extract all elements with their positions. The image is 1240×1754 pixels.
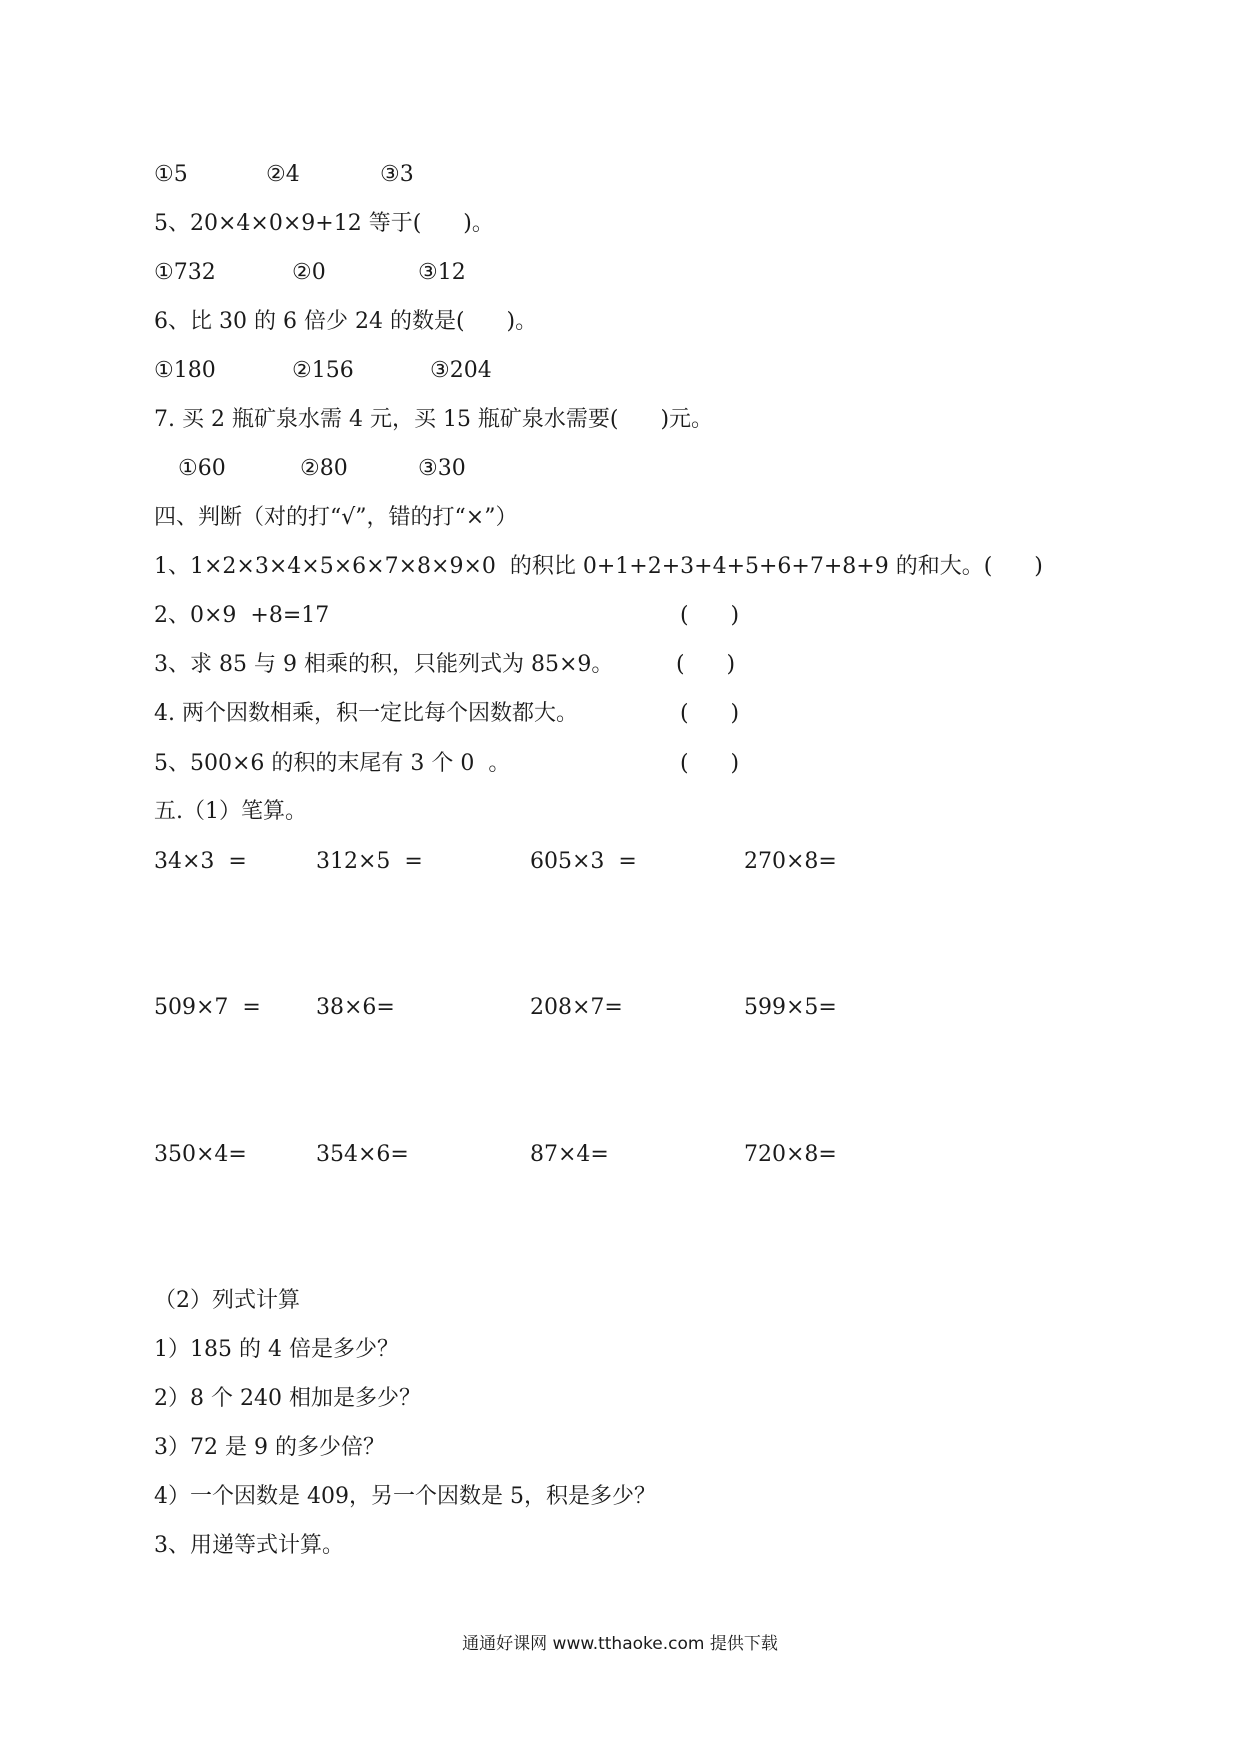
word-question-2: 2）8 个 240 相加是多少？ <box>154 1386 421 1411</box>
calc-item: 34×3 = <box>154 849 247 874</box>
judgement-5: 5、500×6 的积的末尾有 3 个 0 。 <box>154 751 511 776</box>
q4-option-1: ①5 <box>154 162 188 187</box>
calc-item: 38×6= <box>316 995 395 1020</box>
q5-option-3: ③12 <box>418 260 466 285</box>
q6-option-1: ①180 <box>154 358 216 383</box>
calc-item: 312×5 = <box>316 849 423 874</box>
judgement-5-answer-bracket: ( ) <box>680 751 740 776</box>
judgement-3: 3、求 85 与 9 相乘的积，只能列式为 85×9。 <box>154 652 614 677</box>
section-5-title: 五.（1）笔算。 <box>154 799 307 824</box>
calc-item: 720×8= <box>744 1142 837 1167</box>
calc-item: 208×7= <box>530 995 623 1020</box>
calc-item: 87×4= <box>530 1142 609 1167</box>
judgement-4: 4. 两个因数相乘，积一定比每个因数都大。 <box>154 701 578 726</box>
question-7: 7. 买 2 瓶矿泉水需 4 元，买 15 瓶矿泉水需要( )元。 <box>154 407 714 432</box>
section-5-subtitle: （2）列式计算 <box>154 1288 300 1313</box>
calc-item: 354×6= <box>316 1142 409 1167</box>
judgement-3-answer-bracket: ( ) <box>676 652 736 677</box>
calc-item: 509×7 = <box>154 995 261 1020</box>
footer-credit: 通通好课网 www.tthaoke.com 提供下载 <box>462 1634 778 1654</box>
q4-option-3: ③3 <box>380 162 414 187</box>
judgement-2: 2、0×9 +8=17 <box>154 603 330 628</box>
judgement-2-answer-bracket: ( ) <box>680 603 740 628</box>
q7-option-2: ②80 <box>300 456 348 481</box>
calc-item: 350×4= <box>154 1142 247 1167</box>
word-question-4: 4）一个因数是 409，另一个因数是 5，积是多少？ <box>154 1484 656 1509</box>
q6-option-3: ③204 <box>430 358 492 383</box>
calc-item: 270×8= <box>744 849 837 874</box>
question-6: 6、比 30 的 6 倍少 24 的数是( )。 <box>154 309 538 334</box>
q4-option-2: ②4 <box>266 162 300 187</box>
q5-option-2: ②0 <box>292 260 326 285</box>
section-last-heading: 3、用递等式计算。 <box>154 1533 344 1558</box>
q5-option-1: ①732 <box>154 260 216 285</box>
q7-option-1: ①60 <box>178 456 226 481</box>
judgement-1: 1、1×2×3×4×5×6×7×8×9×0 的积比 0+1+2+3+4+5+6+7+8+9 的和大。( ) <box>154 554 1043 579</box>
q7-option-3: ③30 <box>418 456 466 481</box>
word-question-1: 1）185 的 4 倍是多少？ <box>154 1337 399 1362</box>
question-5: 5、20×4×0×9+12 等于( )。 <box>154 211 494 236</box>
calc-item: 599×5= <box>744 995 837 1020</box>
word-question-3: 3）72 是 9 的多少倍？ <box>154 1435 385 1460</box>
judgement-4-answer-bracket: ( ) <box>680 701 740 726</box>
calc-item: 605×3 = <box>530 849 637 874</box>
section-4-title: 四、判断（对的打“√”，错的打“×”） <box>154 505 518 530</box>
q6-option-2: ②156 <box>292 358 354 383</box>
